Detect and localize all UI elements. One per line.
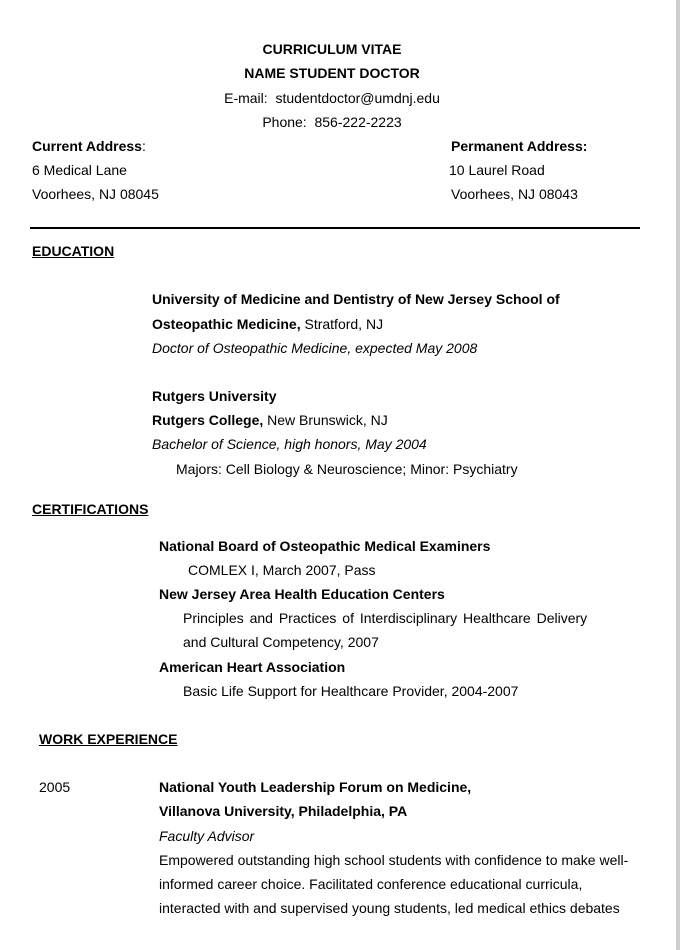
document-title: CURRICULUM VITAE	[262, 41, 402, 57]
certification-detail: Principles and Practices of Interdisciplinary Healthcare Delivery	[183, 610, 588, 626]
email-line	[0, 90, 664, 107]
education-school-line	[152, 316, 383, 333]
education-institution: University of Medicine and Dentistry of New Jersey School of	[152, 291, 560, 307]
work-description-line: informed career choice. Facilitated conference educational curricula,	[159, 876, 583, 892]
work-description-line: interacted with and supervised young students, led medical ethics debates	[159, 900, 620, 916]
certification-detail: Basic Life Support for Healthcare Provider, 2004-2007	[183, 683, 519, 699]
education-degree: Bachelor of Science, high honors, May 2004	[152, 436, 427, 452]
education-heading: EDUCATION	[32, 243, 115, 259]
current-address-heading	[32, 138, 146, 155]
header-divider	[30, 227, 640, 229]
certification-org: New Jersey Area Health Education Centers	[159, 586, 445, 602]
education-institution: Rutgers University	[152, 388, 277, 404]
work-location: Villanova University, Philadelphia, PA	[159, 803, 408, 819]
email-address[interactable]: studentdoctor@umdnj.edu	[275, 90, 440, 106]
current-address-colon: :	[141, 138, 146, 154]
permanent-address-line1: 10 Laurel Road	[449, 162, 545, 178]
education-school-line	[152, 412, 388, 429]
current-address-line1: 6 Medical Lane	[32, 162, 127, 178]
education-degree: Doctor of Osteopathic Medicine, expected May 2008	[152, 340, 478, 356]
work-role: Faculty Advisor	[159, 828, 255, 844]
education-majors: Majors: Cell Biology & Neuroscience; Minor: Psychiatry	[176, 461, 518, 477]
certification-detail: and Cultural Competency, 2007	[183, 634, 379, 650]
work-description-line: Empowered outstanding high school students with confidence to make well-	[159, 852, 629, 868]
certification-org: National Board of Osteopathic Medical Examiners	[159, 538, 491, 554]
page-edge	[676, 0, 680, 950]
phone-number: 856-222-2223	[314, 114, 402, 130]
current-address-label: Current Address	[32, 138, 142, 154]
certifications-heading: CERTIFICATIONS	[32, 501, 149, 517]
phone-line	[0, 114, 664, 131]
certification-org: American Heart Association	[159, 659, 346, 675]
phone-label: Phone:	[262, 114, 307, 130]
education-school-location: New Brunswick, NJ	[263, 412, 388, 428]
education-school-name: Rutgers College,	[152, 412, 264, 428]
permanent-address-label: Permanent Address:	[451, 138, 588, 154]
certification-detail: COMLEX I, March 2007, Pass	[188, 562, 376, 578]
work-year: 2005	[39, 779, 71, 795]
work-organization: National Youth Leadership Forum on Medicine,	[159, 779, 472, 795]
permanent-address-line2: Voorhees, NJ 08043	[451, 186, 578, 202]
work-experience-heading: WORK EXPERIENCE	[39, 731, 178, 747]
current-address-line2: Voorhees, NJ 08045	[32, 186, 159, 202]
email-label: E-mail:	[224, 90, 268, 106]
education-school-location: Stratford, NJ	[300, 316, 384, 332]
applicant-name: NAME STUDENT DOCTOR	[244, 65, 420, 81]
education-school-name: Osteopathic Medicine,	[152, 316, 301, 332]
